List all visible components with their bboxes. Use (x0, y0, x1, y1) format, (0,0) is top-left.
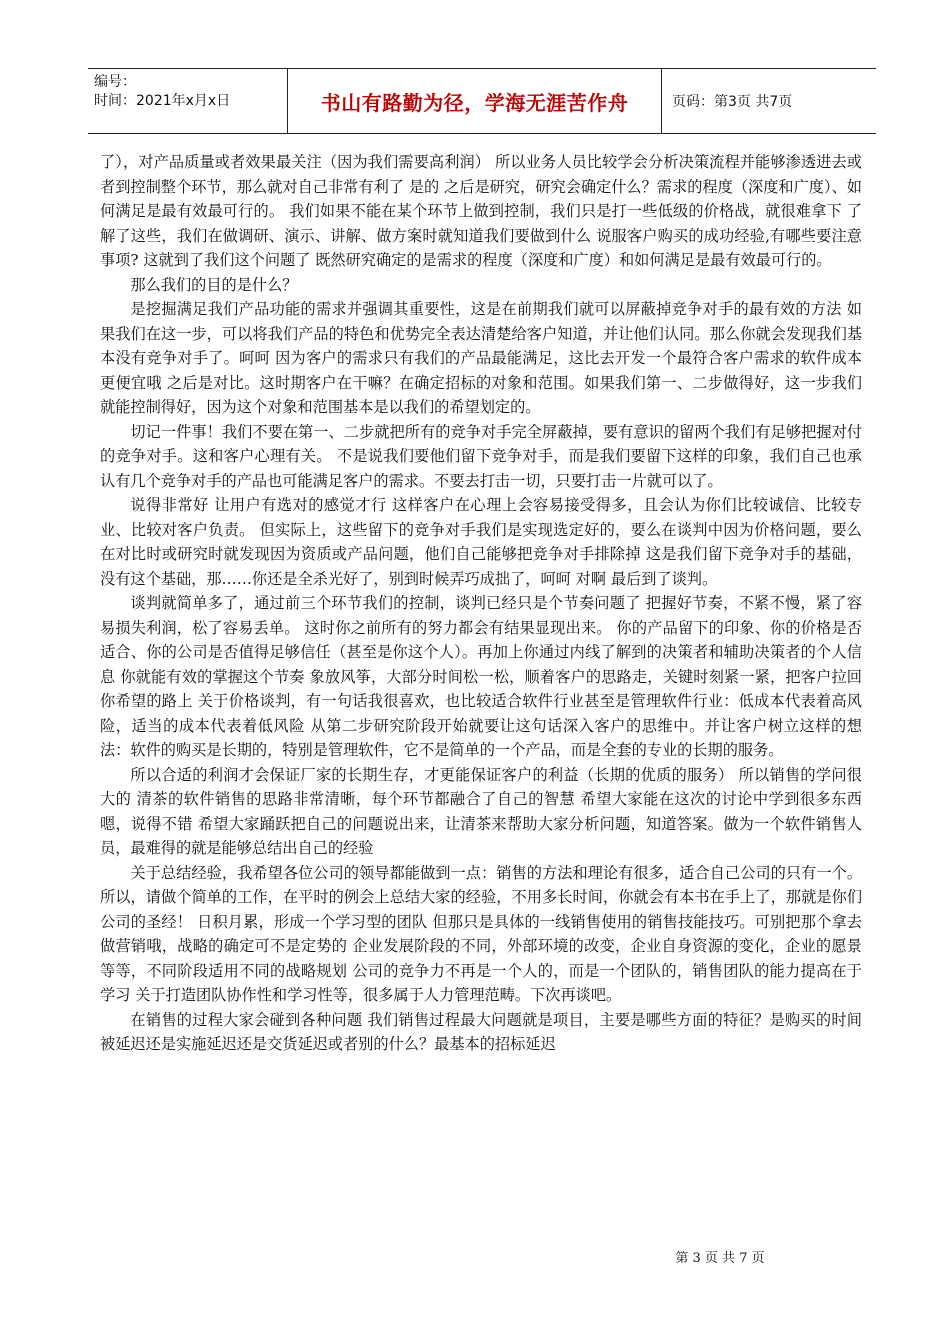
paragraph: 谈判就简单多了，通过前三个环节我们的控制，谈判已经只是个节奏问题了 把握好节奏，不紧不慢，紧了容易损失利润，松了容易丢单。 这时你之前所有的努力都会有结果显现出来。 你的产品留下的印象、你的价格是否适合、你的公司是否值得足够信任（甚至是你这个人）。再加上你通过内线了解到的决策者和辅助决策者的个人信息 你就能有效的掌握这个节奏 象放风筝，大部分时间松一松，顺着客户的思路走，关键时刻紧一紧，把客户拉回你希望的路上 关于价格谈判，有一句话我很喜欢，也比较适合软件行业甚至是管理软件行业：低成本代表着高风险，适当的成本代表着低风险 从第二步研究阶段开始就要让这句话深入客户的思维中。并让客户树立这样的想法：软件的购买是长期的，特别是管理软件，它不是简单的一个产品，而是全套的专业的长期的服务。 (100, 594, 862, 759)
paragraph: 在销售的过程大家会碰到各种问题 我们销售过程最大问题就是项目，主要是哪些方面的特征？是购买的时间被延迟还是实施延迟还是交货延迟或者别的什么？最基本的招标延迟 (100, 1010, 862, 1053)
serial-number-label: 编号： (94, 74, 136, 90)
paragraph: 所以合适的利润才会保证厂家的长期生存，才更能保证客户的利益（长期的优质的服务） 所以销售的学问很大的 清茶的软件销售的思路非常清晰，每个环节都融合了自己的智慧 希望大家能在这次的讨论中学到很多东西 嗯，说得不错 希望大家踊跃把自己的问题说出来，让清茶来帮助大家分析问题，知道答案。做为一个软件销售人员，最难得的就是能够总结出自己的经验 (100, 765, 862, 857)
paragraph: 说得非常好 让用户有选对的感觉才行 这样客户在心理上会容易接受得多，且会认为你们比较诚信、比较专业、比较对客户负责。 但实际上，这些留下的竞争对手我们是实现选定好的，要么在谈判中因为价格问题，要么在对比时或研究时就发现因为资质或产品问题，他们自己能够把竞争对手排除掉 这是我们留下竞争对手的基础，没有这个基础，那……你还是全杀光好了，别到时候弄巧成拙了，呵呵 对啊 最后到了谈判。 (100, 496, 862, 588)
header-page-label: 页码：第3页 共7页 (672, 94, 793, 110)
header-info-cell (88, 69, 288, 133)
paragraph: 那么我们的目的是什么？ (130, 275, 298, 294)
document-body (100, 150, 862, 1057)
page-header (88, 68, 876, 134)
paragraph: 关于总结经验，我希望各位公司的领导都能做到一点：销售的方法和理论有很多，适合自己公司的只有一个。所以，请做个简单的工作，在平时的例会上总结大家的经验，不用多长时间，你就会有本书在手上了，那就是你们公司的圣经！ 日积月累，形成一个学习型的团队 但那只是具体的一线销售使用的销售技能技巧。可别把那个拿去做营销哦，战略的确定可不是定势的 企业发展阶段的不同，外部环境的改变，企业自身资源的变化，企业的愿景等等，不同阶段适用不同的战略规划 公司的竞争力不再是一个人的，而是一个团队的，销售团队的能力提高在于学习 关于打造团队协作性和学习性等，很多属于人力管理范畴。下次再谈吧。 (100, 863, 862, 1004)
paragraph: 是挖掘满足我们产品功能的需求并强调其重要性，这是在前期我们就可以屏蔽掉竞争对手的最有效的方法 如果我们在这一步，可以将我们产品的特色和优势完全表达清楚给客户知道，并让他们认同。那么你就会发现我们基本没有竞争对手了。呵呵 因为客户的需求只有我们的产品最能满足，这比去开发一个最符合客户需求的软件成本更便宜哦 之后是对比。这时期客户在干嘛？在确定招标的对象和范围。如果我们第一、二步做得好，这一步我们就能控制得好，因为这个对象和范围基本是以我们的希望划定的。 (100, 300, 862, 416)
time-label: 时间：2021年x月x日 (94, 93, 231, 109)
header-motto: 书山有路勤为径，学海无涯苦作舟 (288, 69, 662, 133)
paragraph: 了），对产品质量或者效果最关注（因为我们需要高利润） 所以业务人员比较学会分析决策流程并能够渗透进去或者到控制整个环节，那么就对自己非常有利了 是的 之后是研究，研究会确定什么？需求的程度（深度和广度）、如何满足是最有效最可行的。 我们如果不能在某个环节上做到控制，我们只是打一些低级的价格战，就很难拿下 了解了这些，我们在做调研、演示、讲解、做方案时就知道我们要做到什么 说服客户购买的成功经验,有哪些要注意事项? 这就到了我们这个问题了 既然研究确定的是需求的程度（深度和广度）和如何满足是最有效最可行的。 (100, 153, 862, 269)
paragraph: 切记一件事！我们不要在第一、二步就把所有的竞争对手完全屏蔽掉，要有意识的留两个我们有足够把握对付的竞争对手。这和客户心理有关。 不是说我们要他们留下竞争对手，而是我们要留下这样的印象，我们自己也承认有几个竞争对手的产品也可能满足客户的需求。不要去打击一切，只要打击一片就可以了。 (100, 422, 862, 490)
page-footer: 第 3 页 共 7 页 (675, 1251, 765, 1266)
